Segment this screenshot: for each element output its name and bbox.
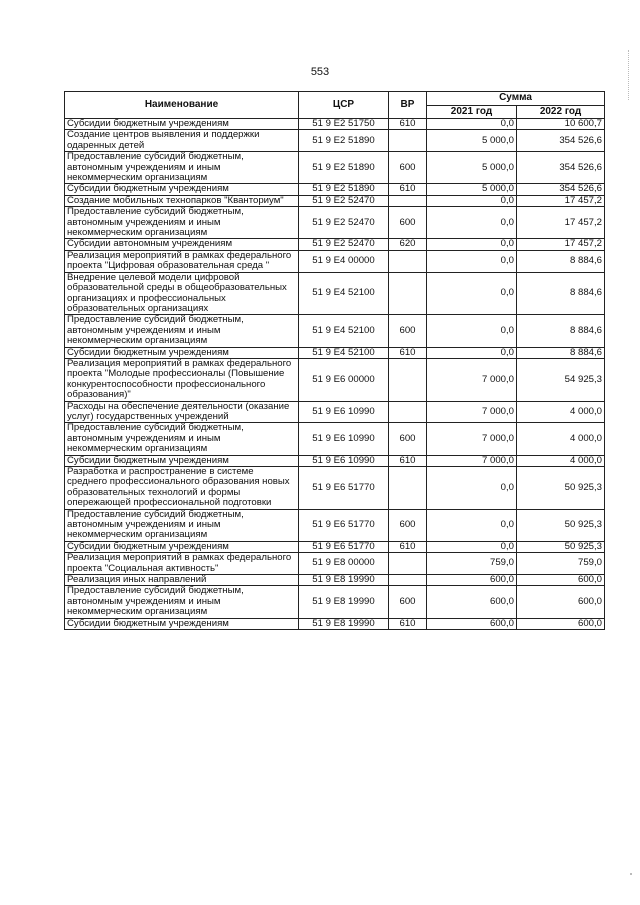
table-row [65,586,605,618]
row-vr [389,250,427,272]
table-row [65,152,605,184]
row-name: Предоставление субсидий бюджетным, автономным учреждениям и иным некоммерческим организациям [65,315,299,347]
table-row [65,358,605,401]
row-name: Внедрение целевой модели цифровой образовательной среды в общеобразовательных организациях и профессиональных образовательных организациях [65,272,299,315]
row-vr [389,130,427,152]
row-sum-2021: 7 000,0 [427,455,517,466]
row-sum-2022: 50 925,3 [517,541,605,552]
row-vr: 600 [389,207,427,239]
table-row [65,130,605,152]
row-csr: 51 9 E2 52470 [299,239,389,250]
row-sum-2021: 5 000,0 [427,130,517,152]
row-csr: 51 9 E2 51750 [299,119,389,130]
row-vr [389,272,427,315]
row-vr [389,358,427,401]
table-row [65,541,605,552]
row-name: Предоставление субсидий бюджетным, автономным учреждениям и иным некоммерческим организациям [65,509,299,541]
row-csr: 51 9 E4 00000 [299,250,389,272]
row-sum-2021: 600,0 [427,618,517,629]
row-vr: 610 [389,347,427,358]
row-sum-2022: 354 526,6 [517,184,605,195]
col-header-sum: Сумма [427,92,605,106]
row-sum-2021: 7 000,0 [427,423,517,455]
table-row [65,467,605,510]
row-sum-2021: 600,0 [427,575,517,586]
row-vr: 600 [389,423,427,455]
page-number: 553 [310,66,330,78]
row-sum-2022: 50 925,3 [517,467,605,510]
row-sum-2022: 50 925,3 [517,509,605,541]
row-vr [389,553,427,575]
row-sum-2021: 0,0 [427,250,517,272]
row-sum-2021: 7 000,0 [427,358,517,401]
row-name: Субсидии бюджетным учреждениям [65,119,299,130]
row-vr: 610 [389,541,427,552]
row-name: Предоставление субсидий бюджетным, автономным учреждениям и иным некоммерческим организациям [65,586,299,618]
table-row [65,575,605,586]
row-sum-2022: 17 457,2 [517,195,605,206]
col-header-csr: ЦСР [299,92,389,119]
row-csr: 51 9 E2 51890 [299,184,389,195]
row-name: Расходы на обеспечение деятельности (оказание услуг) государственных учреждений [65,401,299,423]
row-vr: 610 [389,119,427,130]
row-sum-2021: 759,0 [427,553,517,575]
row-csr: 51 9 E2 51890 [299,152,389,184]
scan-edge-dot [630,873,632,875]
row-name: Предоставление субсидий бюджетным, автономным учреждениям и иным некоммерческим организациям [65,152,299,184]
row-sum-2021: 0,0 [427,509,517,541]
table-body [65,119,605,630]
row-name: Создание мобильных технопарков "Кванториум" [65,195,299,206]
row-vr: 610 [389,618,427,629]
row-name: Предоставление субсидий бюджетным, автономным учреждениям и иным некоммерческим организациям [65,207,299,239]
row-sum-2022: 354 526,6 [517,152,605,184]
table-row [65,618,605,629]
table-row [65,423,605,455]
row-sum-2021: 0,0 [427,272,517,315]
row-csr: 51 9 E6 10990 [299,423,389,455]
row-csr: 51 9 E6 10990 [299,401,389,423]
table-header [65,92,605,119]
row-sum-2022: 54 925,3 [517,358,605,401]
row-sum-2021: 0,0 [427,239,517,250]
row-csr: 51 9 E4 52100 [299,347,389,358]
row-sum-2022: 600,0 [517,586,605,618]
row-sum-2022: 4 000,0 [517,455,605,466]
row-vr [389,401,427,423]
row-sum-2021: 0,0 [427,347,517,358]
row-vr: 610 [389,455,427,466]
row-sum-2022: 17 457,2 [517,207,605,239]
table-row [65,315,605,347]
row-name: Субсидии бюджетным учреждениям [65,541,299,552]
budget-table [64,91,605,630]
row-sum-2022: 354 526,6 [517,130,605,152]
table-row [65,184,605,195]
row-name: Субсидии бюджетным учреждениям [65,455,299,466]
row-name: Реализация мероприятий в рамках федерального проекта "Цифровая образовательная среда " [65,250,299,272]
row-name: Реализация иных направлений [65,575,299,586]
table-row [65,272,605,315]
row-name: Субсидии бюджетным учреждениям [65,184,299,195]
table-row [65,239,605,250]
row-sum-2022: 8 884,6 [517,315,605,347]
row-csr: 51 9 E6 51770 [299,467,389,510]
row-sum-2021: 5 000,0 [427,152,517,184]
row-sum-2022: 600,0 [517,575,605,586]
row-csr: 51 9 E4 52100 [299,315,389,347]
row-sum-2022: 10 600,7 [517,119,605,130]
row-csr: 51 9 E6 51770 [299,541,389,552]
row-csr: 51 9 E8 19990 [299,575,389,586]
row-sum-2022: 4 000,0 [517,401,605,423]
row-csr: 51 9 E6 10990 [299,455,389,466]
row-name: Создание центров выявления и поддержки одаренных детей [65,130,299,152]
scan-edge-mark [628,50,630,100]
table-row [65,455,605,466]
row-sum-2021: 0,0 [427,119,517,130]
row-name: Разработка и распространение в системе среднего профессионального образования новых образовательных технологий и формы опережающей профессиональной подготовки [65,467,299,510]
table-row [65,509,605,541]
row-vr: 600 [389,586,427,618]
row-sum-2021: 0,0 [427,207,517,239]
row-sum-2022: 17 457,2 [517,239,605,250]
row-csr: 51 9 E8 19990 [299,586,389,618]
table-row [65,347,605,358]
row-sum-2021: 0,0 [427,315,517,347]
row-vr: 620 [389,239,427,250]
row-sum-2021: 7 000,0 [427,401,517,423]
row-sum-2022: 759,0 [517,553,605,575]
row-vr [389,195,427,206]
row-vr [389,467,427,510]
row-name: Предоставление субсидий бюджетным, автономным учреждениям и иным некоммерческим организациям [65,423,299,455]
row-sum-2021: 0,0 [427,541,517,552]
row-csr: 51 9 E2 52470 [299,195,389,206]
row-csr: 51 9 E6 00000 [299,358,389,401]
table-row [65,553,605,575]
row-csr: 51 9 E4 52100 [299,272,389,315]
row-vr [389,575,427,586]
row-sum-2022: 600,0 [517,618,605,629]
row-csr: 51 9 E8 19990 [299,618,389,629]
row-sum-2021: 600,0 [427,586,517,618]
row-name: Реализация мероприятий в рамках федерального проекта "Молодые профессионалы (Повышение конкурентоспособности профессионального образования)" [65,358,299,401]
table-row [65,195,605,206]
table-row [65,250,605,272]
col-header-2021: 2021 год [427,105,517,119]
row-csr: 51 9 E8 00000 [299,553,389,575]
row-vr: 600 [389,152,427,184]
col-header-vr: ВР [389,92,427,119]
col-header-name: Наименование [65,92,299,119]
row-vr: 610 [389,184,427,195]
row-csr: 51 9 E6 51770 [299,509,389,541]
row-sum-2021: 5 000,0 [427,184,517,195]
row-csr: 51 9 E2 52470 [299,207,389,239]
row-sum-2022: 8 884,6 [517,250,605,272]
row-csr: 51 9 E2 51890 [299,130,389,152]
row-vr: 600 [389,509,427,541]
table-row [65,401,605,423]
row-name: Субсидии бюджетным учреждениям [65,618,299,629]
row-name: Реализация мероприятий в рамках федерального проекта "Социальная активность" [65,553,299,575]
row-sum-2021: 0,0 [427,467,517,510]
row-sum-2022: 8 884,6 [517,272,605,315]
col-header-2022: 2022 год [517,105,605,119]
row-vr: 600 [389,315,427,347]
row-sum-2021: 0,0 [427,195,517,206]
row-sum-2022: 8 884,6 [517,347,605,358]
table-row [65,207,605,239]
row-name: Субсидии автономным учреждениям [65,239,299,250]
table-row [65,119,605,130]
row-sum-2022: 4 000,0 [517,423,605,455]
row-name: Субсидии бюджетным учреждениям [65,347,299,358]
